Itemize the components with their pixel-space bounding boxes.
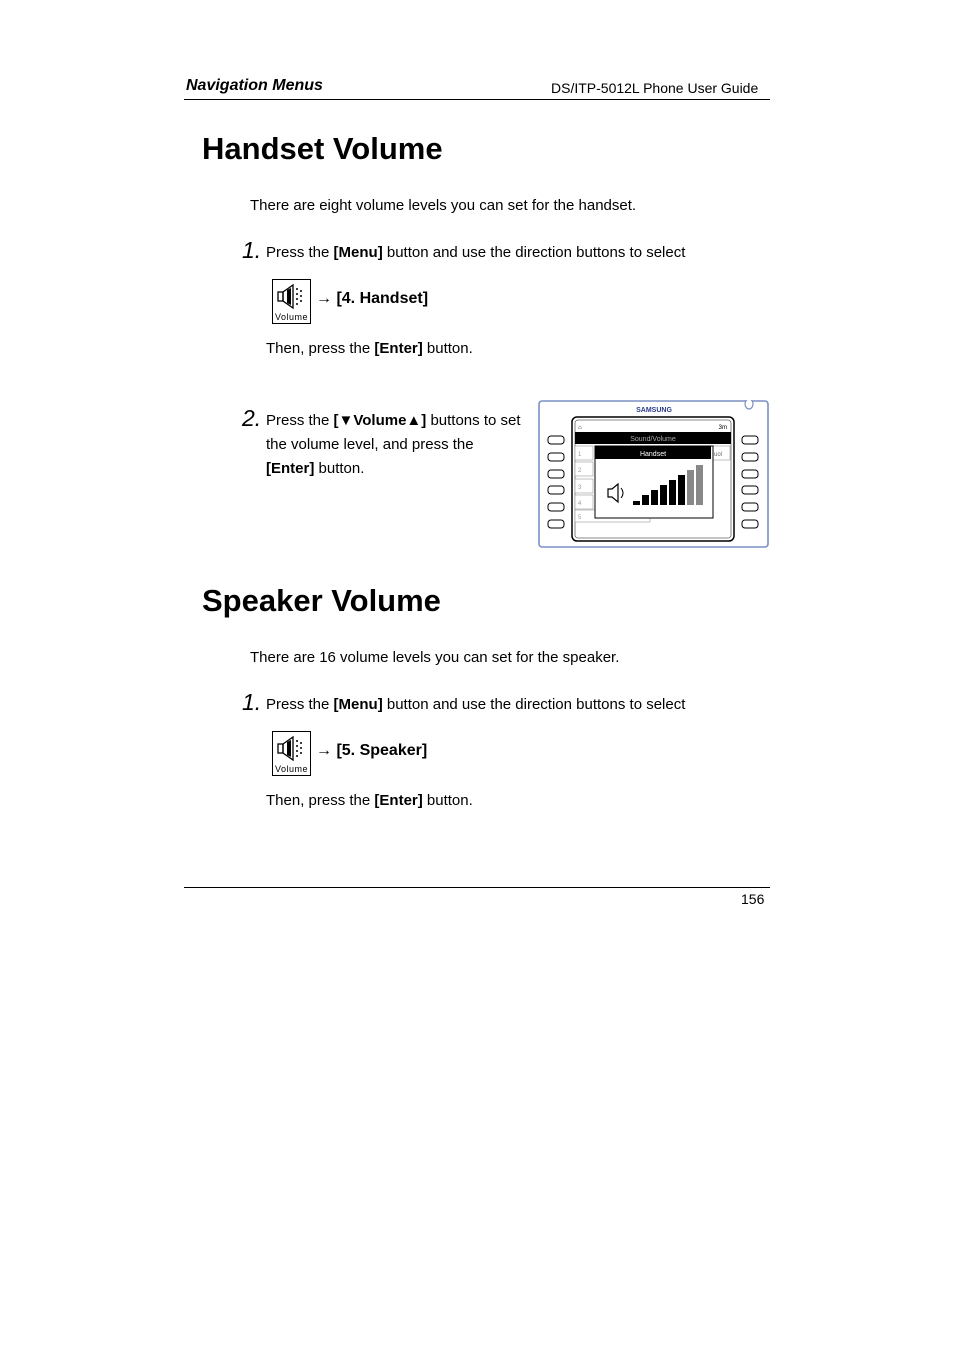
footer-rule: [184, 887, 770, 888]
handset-volume-heading: Handset Volume: [202, 131, 443, 166]
volume-icon-caption: Volume: [274, 764, 309, 774]
svg-text:4: 4: [578, 501, 582, 507]
handset-then-text: Then, press the [Enter] button.: [266, 340, 473, 357]
speaker-icon: [273, 732, 310, 766]
speaker-then-text: Then, press the [Enter] button.: [266, 792, 473, 809]
handset-step2-line2: the volume level, and press the: [266, 436, 474, 453]
header-rule: [184, 99, 770, 100]
status-right: 3m: [718, 425, 727, 431]
phone-screen-illustration: [538, 400, 769, 548]
svg-text:⌂: ⌂: [578, 425, 582, 431]
handset-step2-number: 2.: [242, 405, 262, 431]
speaker-icon: [273, 280, 310, 314]
arrow-right-icon: →: [316, 742, 332, 759]
handset-step2-line1: Press the [▼Volume▲] buttons to set: [266, 412, 521, 429]
section-header: Navigation Menus: [186, 77, 323, 94]
handset-step2-line3: [Enter] button.: [266, 460, 365, 477]
arrow-right-icon: →: [316, 290, 332, 307]
speaker-intro: There are 16 volume levels you can set for the speaker.: [250, 649, 620, 666]
handset-step1-number: 1.: [242, 237, 262, 263]
speaker-menu-path: → [5. Speaker]: [316, 742, 428, 759]
row-tail: uol: [714, 452, 723, 458]
volume-icon-caption: Volume: [274, 312, 309, 322]
menu-title: Sound/Volume: [630, 436, 676, 443]
speaker-volume-heading: Speaker Volume: [202, 583, 441, 618]
page-number: 156: [741, 891, 765, 907]
handset-intro: There are eight volume levels you can set for the handset.: [250, 197, 637, 214]
volume-menu-icon-2: [272, 731, 311, 776]
guide-title: DS/ITP-5012L Phone User Guide: [551, 80, 759, 96]
brand-logo: SAMSUNG: [636, 407, 672, 414]
speaker-step1-number: 1.: [242, 689, 262, 715]
handset-menu-path: → [4. Handset]: [316, 290, 429, 307]
svg-text:1: 1: [578, 452, 582, 458]
popup-title: Handset: [639, 451, 667, 458]
speaker-step1-text: Press the [Menu] button and use the direction buttons to select: [266, 696, 686, 713]
svg-text:3: 3: [578, 485, 582, 491]
svg-text:5: 5: [578, 515, 582, 521]
handset-step1-text: Press the [Menu] button and use the direction buttons to select: [266, 244, 686, 261]
volume-menu-icon: [272, 279, 311, 324]
svg-text:2: 2: [578, 468, 582, 474]
